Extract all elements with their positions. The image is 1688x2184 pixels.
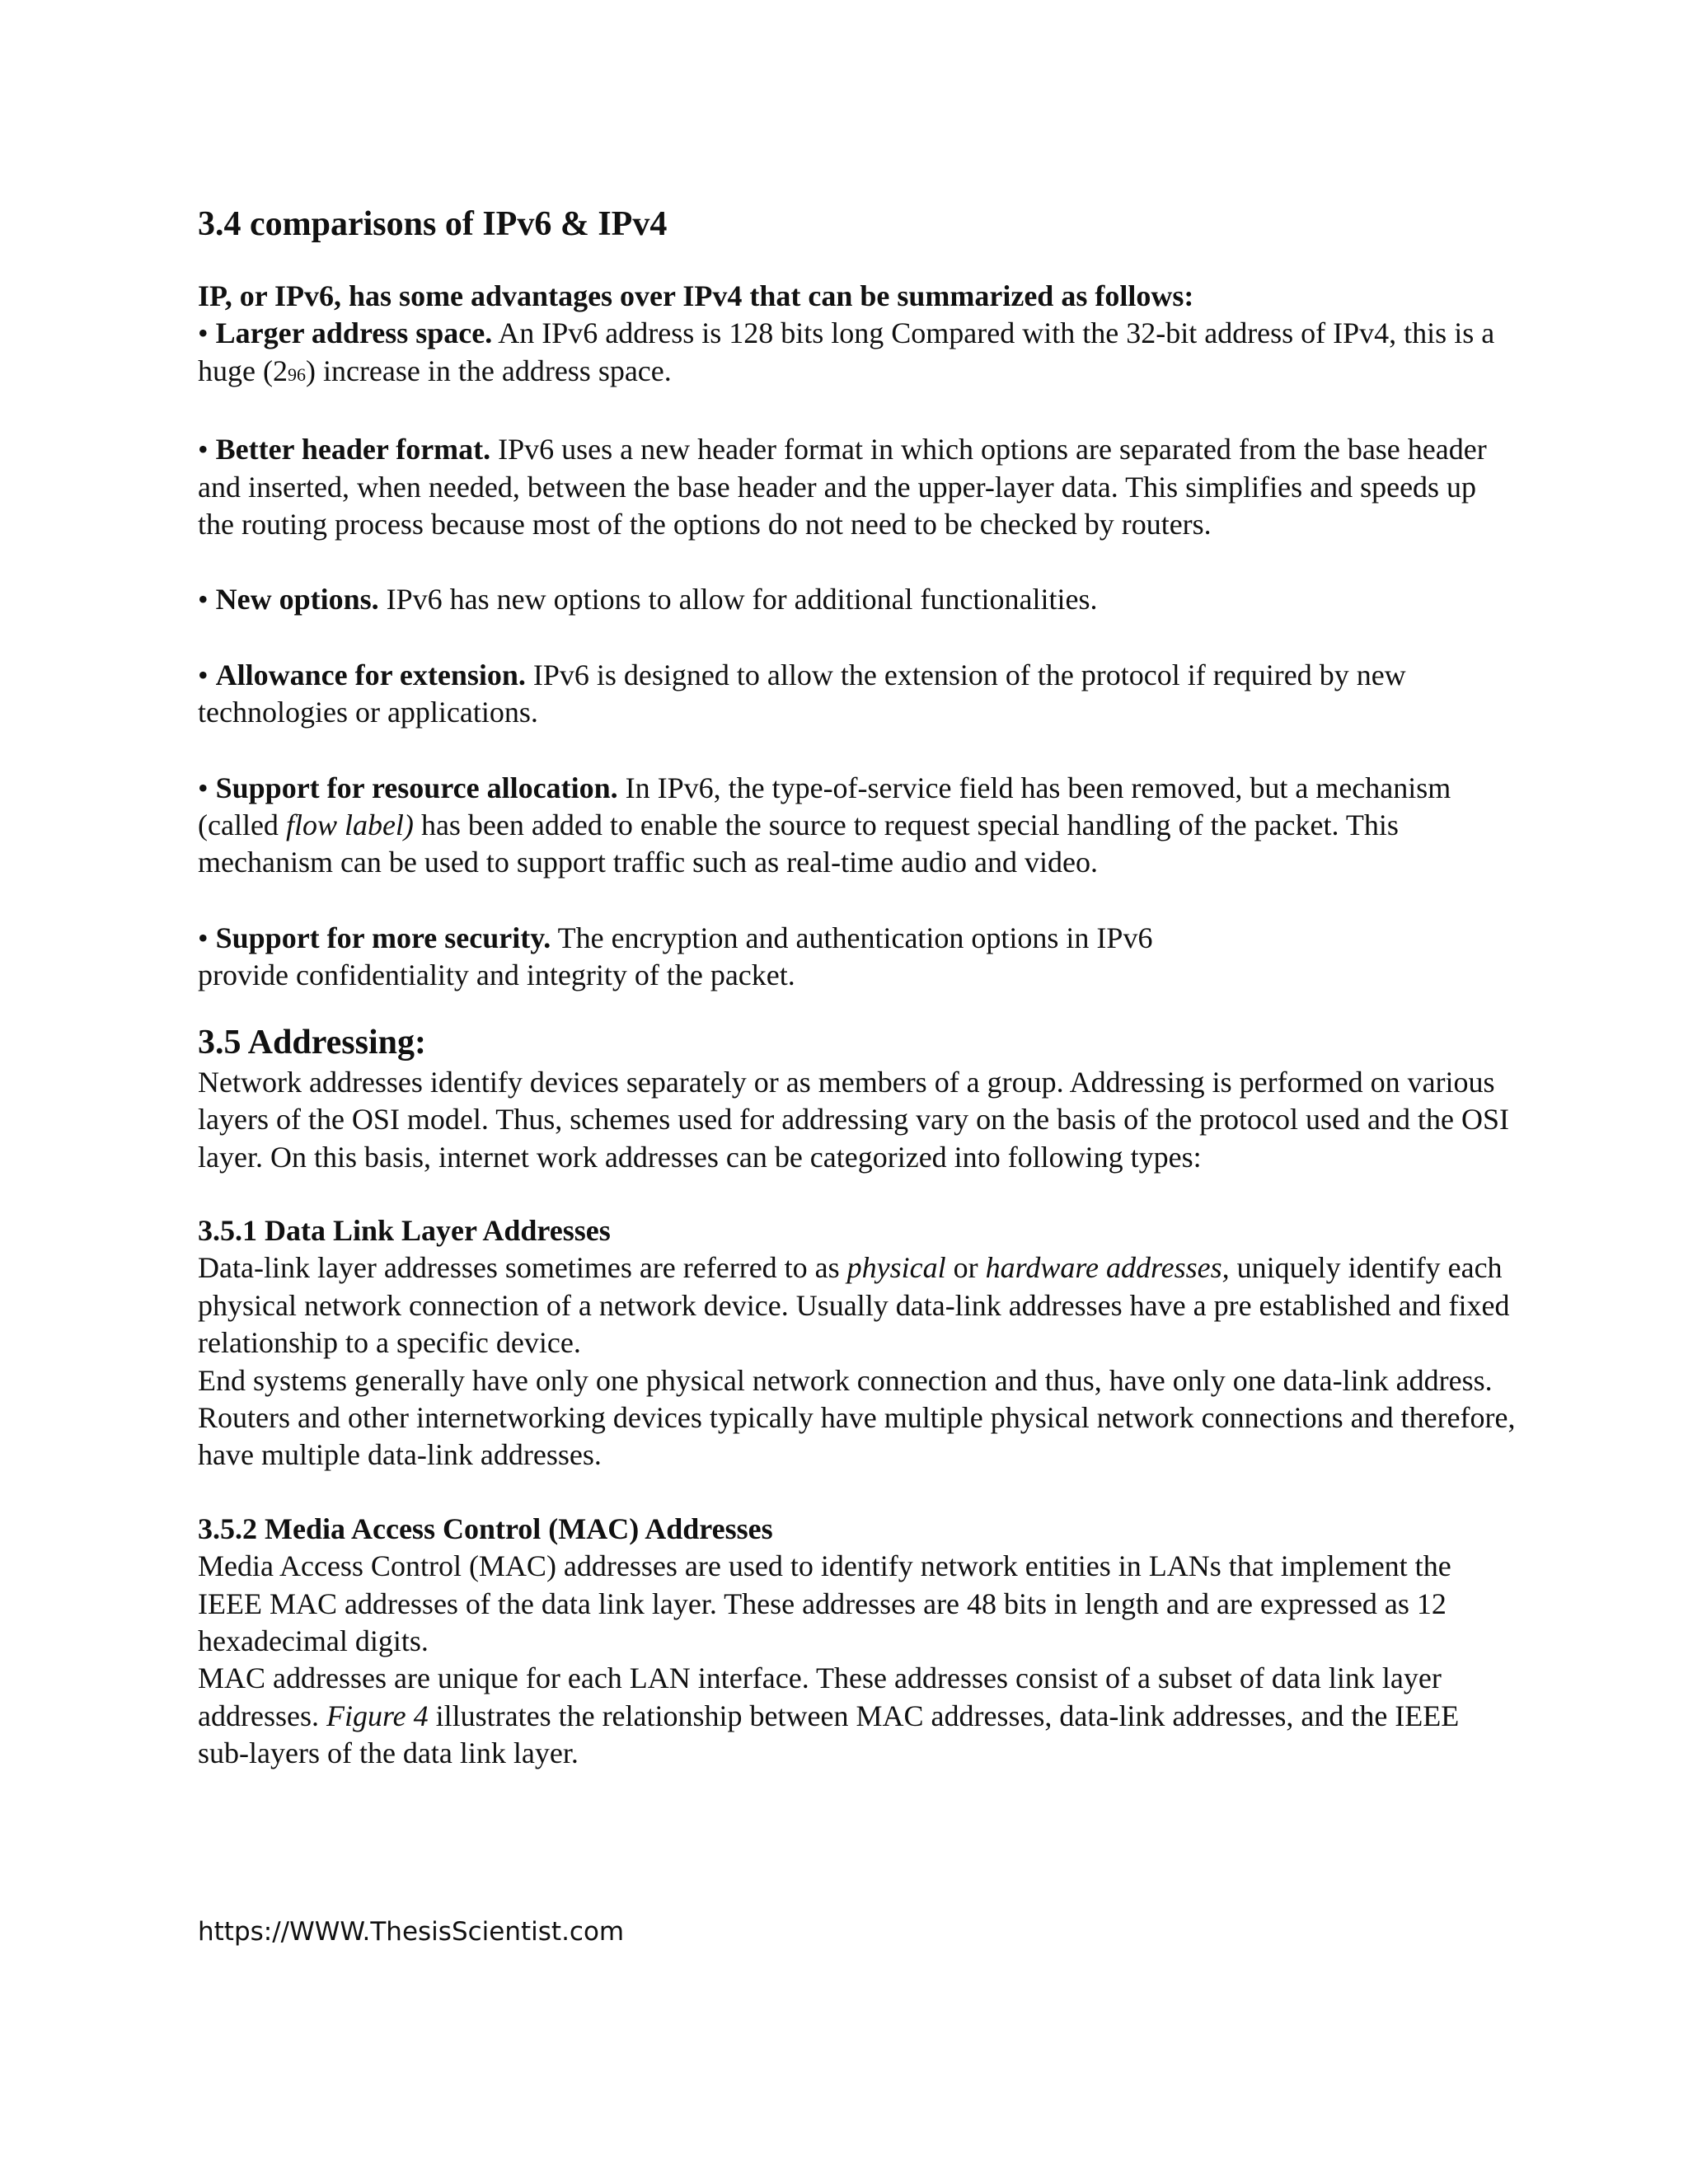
section-3-4-intro: IP, or IPv6, has some advantages over IPv4 that can be summarized as follows: bbox=[198, 279, 1194, 312]
bullet-marker: • bbox=[198, 583, 209, 616]
bullet-new-options bbox=[198, 581, 1517, 618]
section-3-5-2-paragraph-2 bbox=[198, 1660, 1517, 1772]
bullet-text: ) increase in the address space. bbox=[305, 354, 672, 387]
section-3-5-1-paragraph-1 bbox=[198, 1249, 1517, 1361]
bullet-text: provide confidentiality and integrity of the packet. bbox=[198, 958, 795, 992]
figure-reference: Figure 4 bbox=[326, 1699, 429, 1732]
bullet-text: has been added to enable the source to request special handling of the packet. This mechanism can be used to support traffic such as real-time audio and video. bbox=[198, 808, 1399, 879]
bullet-title: Support for more security. bbox=[215, 921, 551, 954]
bullet-resource-allocation bbox=[198, 770, 1517, 882]
section-3-5-2-paragraph-1: Media Access Control (MAC) addresses are used to identify network entities in LANs that implement the IEEE MAC addresses of the data link layer. These addresses are 48 bits in length and are expressed as 12 hexadecimal digits. bbox=[198, 1549, 1451, 1657]
physical-term: physical bbox=[846, 1251, 946, 1285]
section-3-5-heading: 3.5 Addressing: bbox=[198, 1023, 426, 1062]
bullet-more-security bbox=[198, 920, 1517, 995]
bullet-title: New options. bbox=[215, 583, 379, 616]
section-3-5-2-heading: 3.5.2 Media Access Control (MAC) Addresses bbox=[198, 1511, 773, 1545]
paragraph-text: MAC addresses are unique for each LAN interface. These addresses consist of a subset of data link layer addresses. bbox=[198, 1661, 1442, 1732]
bullet-marker: • bbox=[198, 658, 209, 691]
hardware-addresses-term: hardware addresses, bbox=[985, 1251, 1230, 1285]
bullet-text: In IPv6, the type-of-service field has been removed, but a mechanism (called bbox=[198, 771, 1451, 842]
bullet-text: An IPv6 address is 128 bits long Compared with the 32-bit address of IPv4, this is a huge (2 bbox=[198, 316, 1495, 387]
section-3-5-1-heading: 3.5.1 Data Link Layer Addresses bbox=[198, 1213, 611, 1247]
bullet-text: The encryption and authentication options in IPv6 bbox=[551, 921, 1153, 954]
footer-url: https://WWW.ThesisScientist.com bbox=[198, 1917, 625, 1947]
bullet-marker: • bbox=[198, 771, 209, 804]
bullet-title: Better header format. bbox=[215, 433, 491, 466]
section-3-5-body: Network addresses identify devices separately or as members of a group. Addressing is performed on various layers of the OSI model. Thus, schemes used for addressing vary on the basis of the protocol used and the OSI layer. On this basis, internet work addresses can be categorized into following types: bbox=[198, 1065, 1509, 1174]
bullet-marker: • bbox=[198, 433, 209, 466]
paragraph-text: or bbox=[945, 1251, 986, 1285]
bullet-allowance-for-extension bbox=[198, 657, 1517, 732]
bullet-marker: • bbox=[198, 921, 209, 954]
bullet-marker: • bbox=[198, 316, 209, 350]
bullet-title: Larger address space. bbox=[215, 316, 493, 350]
flow-label-term: flow label) bbox=[285, 808, 414, 842]
bullet-text: IPv6 has new options to allow for additional functionalities. bbox=[378, 583, 1098, 616]
bullet-text: IPv6 is designed to allow the extension of the protocol if required by new technologies or applications. bbox=[198, 658, 1406, 729]
paragraph-text: illustrates the relationship between MAC addresses, data-link addresses, and the IEEE sub-layers of the data link layer. bbox=[198, 1699, 1460, 1770]
bullet-larger-address-space bbox=[198, 315, 1517, 393]
bullet-better-header-format bbox=[198, 431, 1517, 543]
section-3-5-1-paragraph-2: End systems generally have only one physical network connection and thus, have only one data-link address. Routers and other internetworking devices typically have multiple physical network connections and therefore, have multiple data-link addresses. bbox=[198, 1363, 1516, 1472]
exponent-text: 96 bbox=[287, 363, 306, 385]
paragraph-text: Data-link layer addresses sometimes are referred to as bbox=[198, 1251, 847, 1285]
document-body bbox=[198, 203, 1517, 1773]
bullet-title: Allowance for extension. bbox=[215, 658, 526, 691]
paragraph-text: uniquely identify each physical network connection of a network device. Usually data-link addresses have a pre established and fixed relationship to a specific device. bbox=[198, 1251, 1510, 1360]
bullet-text: IPv6 uses a new header format in which options are separated from the base header and inserted, when needed, between the base header and the upper-layer data. This simplifies and speeds up the routing process because most of the options do not need to be checked by routers. bbox=[198, 433, 1487, 541]
bullet-title: Support for resource allocation. bbox=[215, 771, 618, 804]
section-3-4-heading: 3.4 comparisons of IPv6 & IPv4 bbox=[198, 205, 668, 243]
